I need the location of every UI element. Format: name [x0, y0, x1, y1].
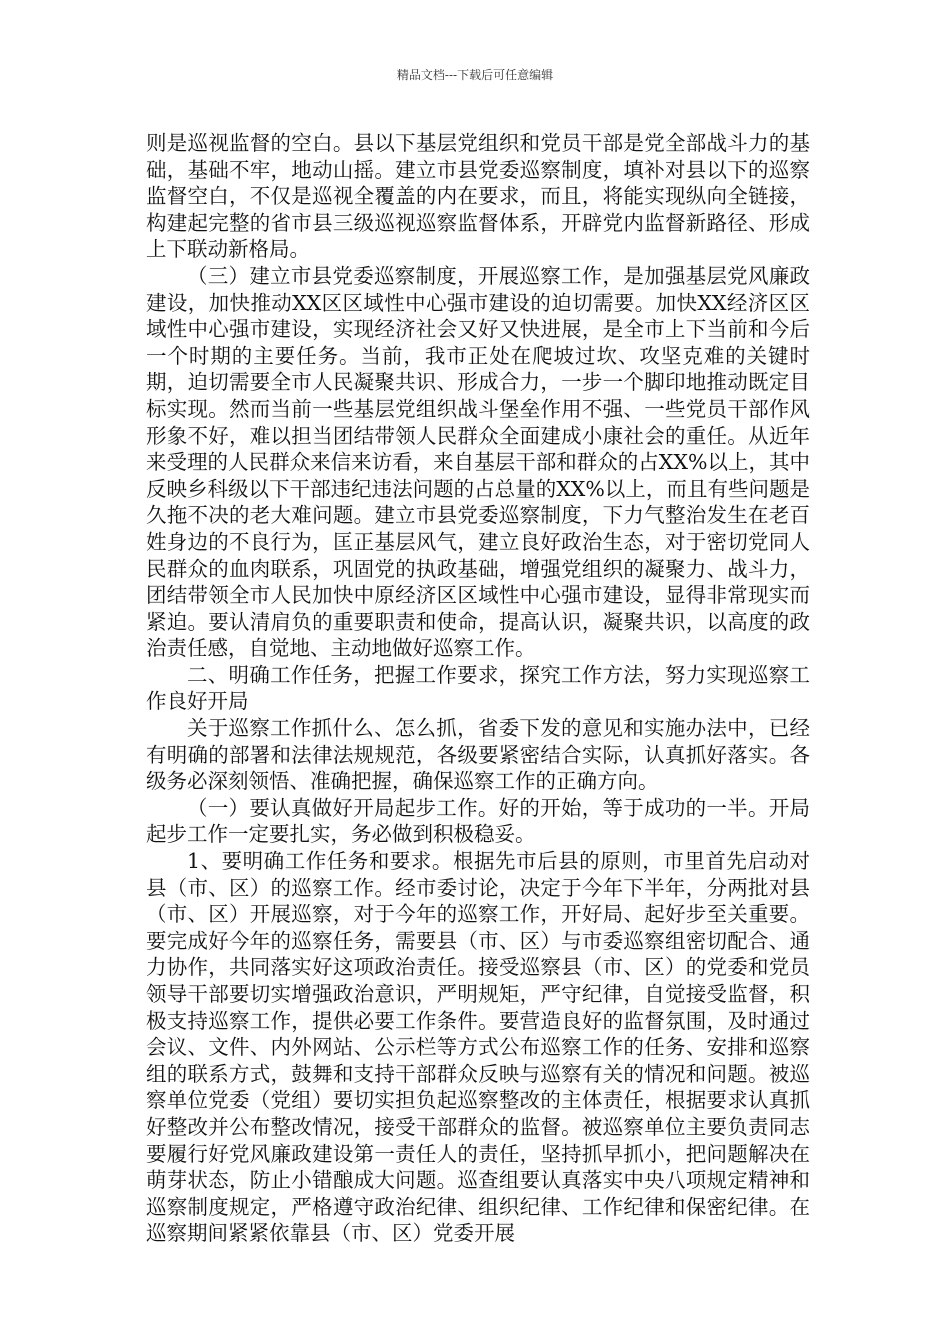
document-body — [146, 130, 810, 1247]
paragraph: 则是巡视监督的空白。县以下基层党组织和党员干部是党全部战斗力的基础，基础不牢，地动山摇。建立市县党委巡察制度，填补对县以下的巡察监督空白，不仅是巡视全覆盖的内在要求，而且，将能实现纵向全链接，构建起完整的省市县三级巡视巡察监督体系，开辟党内监督新路径、形成上下联动新格局。 — [146, 131, 810, 262]
paragraph: （一）要认真做好开局起步工作。好的开始，等于成功的一半。开局起步工作一定要扎实，务必做到积极稳妥。 — [146, 795, 810, 847]
paragraph: 1、要明确工作任务和要求。根据先市后县的原则，市里首先启动对县（市、区）的巡察工作。经市委讨论，决定于今年下半年，分两批对县（市、区）开展巡察，对于今年的巡察工作，开好局、起好步至关重要。要完成好今年的巡察任务，需要县（市、区）与市委巡察组密切配合、通力协作，共同落实好这项政治责任。接受巡察县（市、区）的党委和党员领导干部要切实增强政治意识，严明规矩，严守纪律，自觉接受监督，积极支持巡察工作，提供必要工作条件。要营造良好的监督氛围，及时通过会议、文件、内外网站、公示栏等方式公布巡察工作的任务、安排和巡察组的联系方式，鼓舞和支持干部群众反映与巡察有关的情况和问题。被巡察单位党委（党组）要切实担负起巡察整改的主体责任，根据要求认真抓好整改并公布整改情况，接受干部群众的监督。被巡察单位主要负责同志要履行好党风廉政建设第一责任人的责任，坚持抓早抓小，把问题解决在萌芽状态，防止小错酿成大问题。巡查组要认真落实中央八项规定精神和巡察制度规定，严格遵守政治纪律、组织纪律、工作纪律和保密纪律。在巡察期间紧紧依靠县（市、区）党委开展 — [146, 849, 810, 1246]
page-header: 精品文档---下载后可任意编辑 — [396, 68, 554, 82]
section-heading: 二、明确工作任务，把握工作要求，探究工作方法，努力实现巡察工作良好开局 — [146, 662, 810, 714]
paragraph: （三）建立市县党委巡察制度，开展巡察工作，是加强基层党风廉政建设，加快推动XX区区域性中心强市建设的迫切需要。加快XX经济区区域性中心强市建设，实现经济社会又好又快进展，是全市上下当前和今后一个时期的主要任务。当前，我市正处在爬坡过坎、攻坚克难的关键时期，迫切需要全市人民凝聚共识、形成合力，一步一个脚印地推动既定目标实现。然而当前一些基层党组织战斗堡垒作用不强、一些党员干部作风形象不好，难以担当团结带领人民群众全面建成小康社会的重任。从近年来受理的人民群众来信来访看，来自基层干部和群众的占XX%以上，其中反映乡科级以下干部违纪违法问题的占总量的XX%以上，而且有些问题是久拖不决的老大难问题。建立市县党委巡察制度，下力气整治发生在老百姓身边的不良行为，匡正基层风气，建立良好政治生态，对于密切党同人民群众的血肉联系，巩固党的执政基础，增强党组织的凝聚力、战斗力，团结带领全市人民加快中原经济区区域性中心强市建设，显得非常现实而紧迫。要认清肩负的重要职责和使命，提高认识，凝聚共识，以高度的政治责任感，自觉地、主动地做好巡察工作。 — [146, 263, 810, 661]
paragraph: 关于巡察工作抓什么、怎么抓，省委下发的意见和实施办法中，已经有明确的部署和法律法规规范，各级要紧密结合实际，认真抓好落实。各级务必深刻领悟、准确把握，确保巡察工作的正确方向。 — [146, 716, 810, 794]
